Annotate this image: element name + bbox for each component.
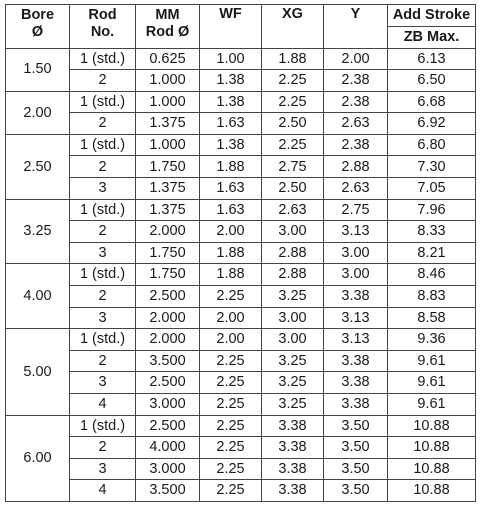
table-row — [6, 199, 476, 221]
zb-cell: 10.88 — [388, 415, 476, 437]
rod-cell: 1 (std.) — [70, 48, 136, 70]
y-cell: 2.88 — [324, 156, 388, 178]
header-bore-line2: Ø — [31, 23, 44, 40]
y-cell: 2.38 — [324, 134, 388, 156]
rod-cell: 3 — [70, 372, 136, 394]
xg-cell: 3.38 — [262, 437, 324, 459]
wf-cell: 1.63 — [200, 199, 262, 221]
xg-cell: 3.25 — [262, 394, 324, 416]
header-add-stroke: Add Stroke — [388, 5, 476, 27]
rod-cell: 1 (std.) — [70, 134, 136, 156]
mm-cell: 3.500 — [136, 480, 200, 502]
wf-cell: 1.38 — [200, 91, 262, 113]
xg-cell: 3.00 — [262, 221, 324, 243]
table-row — [6, 415, 476, 437]
mm-cell: 1.375 — [136, 178, 200, 200]
table-row — [6, 307, 476, 329]
mm-cell: 2.500 — [136, 415, 200, 437]
y-cell: 3.50 — [324, 415, 388, 437]
bore-cell: 2.00 — [6, 91, 70, 134]
zb-cell: 8.33 — [388, 221, 476, 243]
mm-cell: 1.750 — [136, 264, 200, 286]
wf-cell: 1.38 — [200, 70, 262, 92]
y-cell: 3.38 — [324, 394, 388, 416]
mm-cell: 1.375 — [136, 113, 200, 135]
rod-cell: 1 (std.) — [70, 199, 136, 221]
wf-cell: 2.25 — [200, 372, 262, 394]
zb-cell: 10.88 — [388, 437, 476, 459]
zb-cell: 9.61 — [388, 372, 476, 394]
bore-cell: 2.50 — [6, 134, 70, 199]
xg-cell: 2.63 — [262, 199, 324, 221]
zb-cell: 9.61 — [388, 350, 476, 372]
header-bore — [6, 5, 70, 49]
y-cell: 2.38 — [324, 91, 388, 113]
header-rod — [70, 5, 136, 49]
xg-cell: 2.50 — [262, 113, 324, 135]
table-row — [6, 70, 476, 92]
rod-cell: 2 — [70, 113, 136, 135]
mm-cell: 3.000 — [136, 394, 200, 416]
xg-cell: 2.25 — [262, 134, 324, 156]
xg-cell: 2.25 — [262, 70, 324, 92]
bore-cell: 3.25 — [6, 199, 70, 264]
mm-cell: 1.750 — [136, 156, 200, 178]
table-row — [6, 242, 476, 264]
rod-cell: 3 — [70, 458, 136, 480]
table-row — [6, 91, 476, 113]
mm-cell: 2.500 — [136, 286, 200, 308]
zb-cell: 8.83 — [388, 286, 476, 308]
bore-cell: 5.00 — [6, 329, 70, 415]
zb-cell: 6.68 — [388, 91, 476, 113]
wf-cell: 2.25 — [200, 350, 262, 372]
y-cell: 3.13 — [324, 221, 388, 243]
mm-cell: 1.750 — [136, 242, 200, 264]
wf-cell: 2.25 — [200, 415, 262, 437]
wf-cell: 2.25 — [200, 286, 262, 308]
xg-cell: 2.88 — [262, 264, 324, 286]
table-row — [6, 329, 476, 351]
xg-cell: 3.38 — [262, 480, 324, 502]
xg-cell: 3.25 — [262, 372, 324, 394]
y-cell: 2.38 — [324, 70, 388, 92]
xg-cell: 3.25 — [262, 350, 324, 372]
mm-cell: 2.000 — [136, 329, 200, 351]
header-rod-line2: No. — [90, 23, 115, 40]
xg-cell: 2.25 — [262, 91, 324, 113]
wf-cell: 2.25 — [200, 437, 262, 459]
wf-cell: 2.00 — [200, 307, 262, 329]
header-zb-max: ZB Max. — [388, 26, 476, 48]
table-header — [6, 5, 476, 49]
y-cell: 2.63 — [324, 178, 388, 200]
wf-cell: 2.00 — [200, 221, 262, 243]
header-y: Y — [324, 5, 388, 49]
wf-cell: 1.63 — [200, 178, 262, 200]
zb-cell: 7.05 — [388, 178, 476, 200]
table-row — [6, 156, 476, 178]
xg-cell: 3.38 — [262, 458, 324, 480]
wf-cell: 1.00 — [200, 48, 262, 70]
rod-cell: 4 — [70, 480, 136, 502]
mm-cell: 1.000 — [136, 70, 200, 92]
xg-cell: 3.00 — [262, 307, 324, 329]
wf-cell: 1.88 — [200, 242, 262, 264]
zb-cell: 8.58 — [388, 307, 476, 329]
zb-cell: 6.50 — [388, 70, 476, 92]
header-rod-line1: Rod — [88, 7, 117, 23]
mm-cell: 3.000 — [136, 458, 200, 480]
dimension-table — [5, 4, 476, 502]
header-mm — [136, 5, 200, 49]
mm-cell: 1.375 — [136, 199, 200, 221]
zb-cell: 9.36 — [388, 329, 476, 351]
mm-cell: 2.000 — [136, 221, 200, 243]
rod-cell: 1 (std.) — [70, 329, 136, 351]
wf-cell: 2.25 — [200, 394, 262, 416]
header-mm-line1: MM — [155, 7, 180, 23]
mm-cell: 0.625 — [136, 48, 200, 70]
wf-cell: 1.88 — [200, 264, 262, 286]
rod-cell: 3 — [70, 178, 136, 200]
xg-cell: 2.50 — [262, 178, 324, 200]
mm-cell: 2.000 — [136, 307, 200, 329]
y-cell: 3.38 — [324, 286, 388, 308]
mm-cell: 2.500 — [136, 372, 200, 394]
rod-cell: 2 — [70, 221, 136, 243]
y-cell: 3.50 — [324, 480, 388, 502]
mm-cell: 3.500 — [136, 350, 200, 372]
mm-cell: 1.000 — [136, 134, 200, 156]
rod-cell: 1 (std.) — [70, 91, 136, 113]
zb-cell: 10.88 — [388, 480, 476, 502]
table-body — [6, 48, 476, 501]
y-cell: 3.13 — [324, 329, 388, 351]
xg-cell: 2.88 — [262, 242, 324, 264]
xg-cell: 3.00 — [262, 329, 324, 351]
table-row — [6, 178, 476, 200]
rod-cell: 3 — [70, 307, 136, 329]
table-row — [6, 48, 476, 70]
zb-cell: 10.88 — [388, 458, 476, 480]
table-row — [6, 458, 476, 480]
wf-cell: 1.63 — [200, 113, 262, 135]
y-cell: 2.00 — [324, 48, 388, 70]
header-xg: XG — [262, 5, 324, 49]
table-row — [6, 286, 476, 308]
y-cell: 3.50 — [324, 437, 388, 459]
rod-cell: 2 — [70, 70, 136, 92]
rod-cell: 1 (std.) — [70, 264, 136, 286]
y-cell: 3.13 — [324, 307, 388, 329]
y-cell: 3.38 — [324, 350, 388, 372]
table-row — [6, 394, 476, 416]
bore-cell: 4.00 — [6, 264, 70, 329]
zb-cell: 9.61 — [388, 394, 476, 416]
y-cell: 2.75 — [324, 199, 388, 221]
rod-cell: 2 — [70, 156, 136, 178]
header-wf: WF — [200, 5, 262, 49]
zb-cell: 6.13 — [388, 48, 476, 70]
mm-cell: 1.000 — [136, 91, 200, 113]
wf-cell: 2.25 — [200, 458, 262, 480]
y-cell: 3.50 — [324, 458, 388, 480]
rod-cell: 2 — [70, 437, 136, 459]
table-row — [6, 437, 476, 459]
header-mm-line2: Rod Ø — [145, 23, 190, 40]
table-row — [6, 134, 476, 156]
table-row — [6, 221, 476, 243]
xg-cell: 1.88 — [262, 48, 324, 70]
table-row — [6, 264, 476, 286]
zb-cell: 6.92 — [388, 113, 476, 135]
y-cell: 3.00 — [324, 264, 388, 286]
zb-cell: 8.21 — [388, 242, 476, 264]
wf-cell: 1.38 — [200, 134, 262, 156]
xg-cell: 3.25 — [262, 286, 324, 308]
y-cell: 2.63 — [324, 113, 388, 135]
rod-cell: 4 — [70, 394, 136, 416]
table-row — [6, 350, 476, 372]
xg-cell: 3.38 — [262, 415, 324, 437]
rod-cell: 2 — [70, 350, 136, 372]
table-row — [6, 113, 476, 135]
wf-cell: 1.88 — [200, 156, 262, 178]
zb-cell: 8.46 — [388, 264, 476, 286]
zb-cell: 7.30 — [388, 156, 476, 178]
wf-cell: 2.25 — [200, 480, 262, 502]
header-bore-line1: Bore — [20, 7, 55, 23]
zb-cell: 7.96 — [388, 199, 476, 221]
zb-cell: 6.80 — [388, 134, 476, 156]
bore-cell: 1.50 — [6, 48, 70, 91]
mm-cell: 4.000 — [136, 437, 200, 459]
rod-cell: 2 — [70, 286, 136, 308]
y-cell: 3.00 — [324, 242, 388, 264]
bore-cell: 6.00 — [6, 415, 70, 501]
xg-cell: 2.75 — [262, 156, 324, 178]
rod-cell: 3 — [70, 242, 136, 264]
table-row — [6, 480, 476, 502]
wf-cell: 2.00 — [200, 329, 262, 351]
table-row — [6, 372, 476, 394]
rod-cell: 1 (std.) — [70, 415, 136, 437]
y-cell: 3.38 — [324, 372, 388, 394]
